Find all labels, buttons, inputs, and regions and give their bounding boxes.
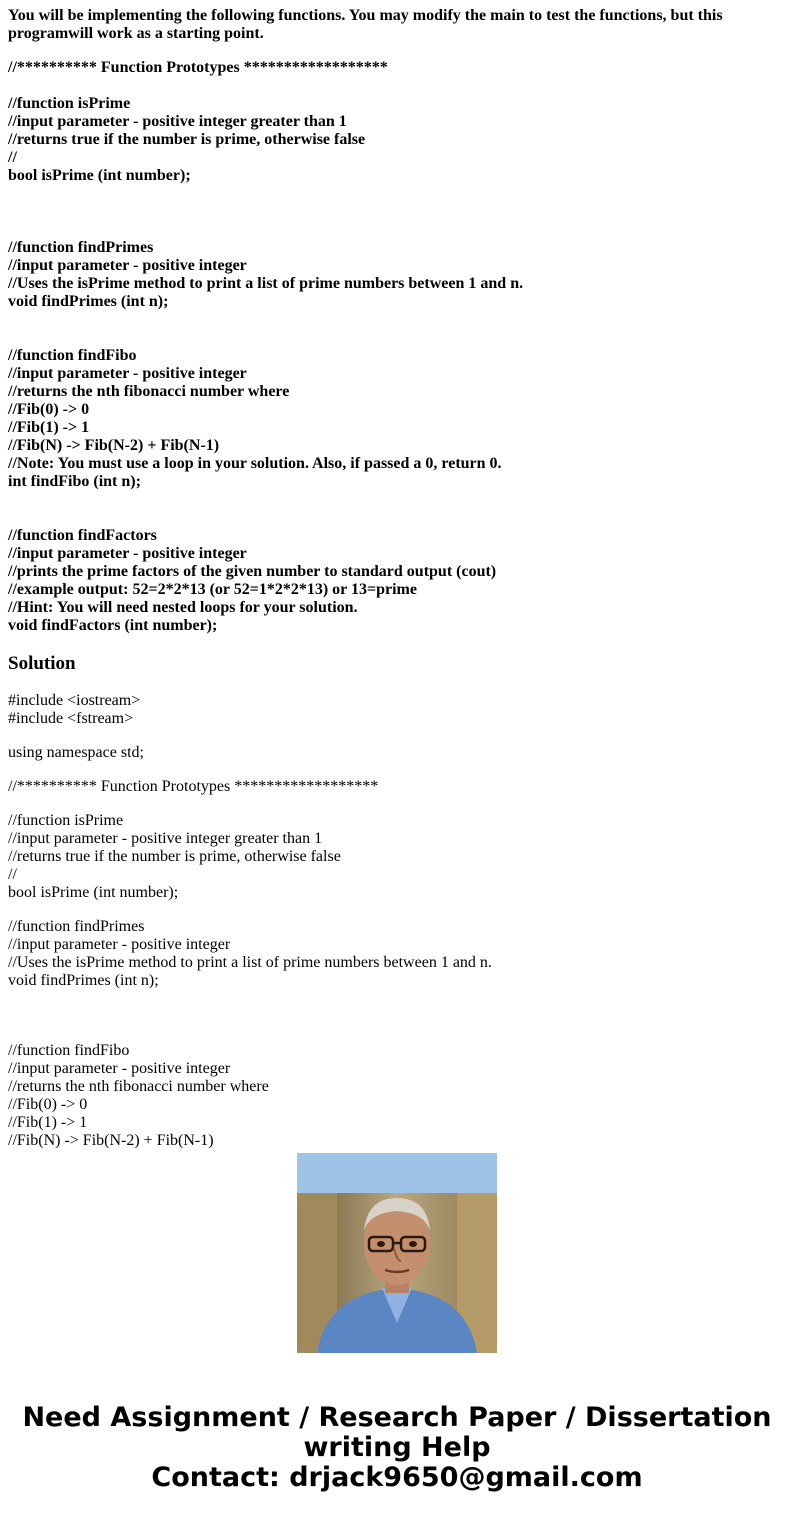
question-code-line [8, 491, 778, 509]
avatar-portrait-icon [297, 1153, 497, 1353]
solution-code-line: //function isPrime [8, 812, 124, 829]
solution-heading: Solution [8, 653, 76, 674]
question-intro: You will be implementing the following functions. You may modify the main to test the functions, but this programwill work as a starting point. [8, 7, 723, 42]
solution-code-line: void findPrimes (int n); [8, 972, 159, 989]
question-code-line: int findFibo (int n); [8, 473, 141, 490]
question-code [8, 59, 778, 635]
solution-code-line: using namespace std; [8, 744, 144, 761]
question-code-line: //prints the prime factors of the given number to standard output (cout) [8, 563, 497, 580]
solution-code-line [8, 990, 778, 1008]
solution-code-line: //returns true if the number is prime, otherwise false [8, 848, 341, 865]
solution-code-line: #include <fstream> [8, 710, 134, 727]
solution-code-line: //Fib(0) -> 0 [8, 1096, 88, 1113]
question-code-line: //Uses the isPrime method to print a list of prime numbers between 1 and n. [8, 275, 524, 292]
solution-code-line: //function findFibo [8, 1042, 130, 1059]
question-code-line [8, 311, 778, 329]
question-code-line: //returns true if the number is prime, otherwise false [8, 131, 366, 148]
question-code-line: //Fib(N) -> Fib(N-2) + Fib(N-1) [8, 437, 220, 454]
question-code-line [8, 203, 778, 221]
question-code-line [8, 221, 778, 239]
question-code-line: //input parameter - positive integer [8, 257, 247, 274]
question-code-line: // [8, 149, 17, 166]
question-code-line: void findPrimes (int n); [8, 293, 169, 310]
question-code-line [8, 77, 778, 95]
cta-line-1: Need Assignment / Research Paper / Dissertation [22, 1402, 772, 1433]
question-code-line: //function findPrimes [8, 239, 154, 256]
question-code-line: //function findFibo [8, 347, 137, 364]
solution-code-line: //Fib(N) -> Fib(N-2) + Fib(N-1) [8, 1132, 214, 1149]
question-code-line: //input parameter - positive integer [8, 365, 247, 382]
solution-code-line: //input parameter - positive integer [8, 936, 231, 953]
solution-code-line: // [8, 866, 17, 883]
solution-code [8, 692, 778, 1149]
cta-line-2: writing Help [303, 1432, 491, 1463]
solution-code-line: bool isPrime (int number); [8, 884, 179, 901]
question-code-line: //input parameter - positive integer greater than 1 [8, 113, 347, 130]
cta-line-3: Contact: drjack9650@gmail.com [151, 1462, 643, 1493]
question-code-line [8, 509, 778, 527]
author-avatar-photo [297, 1153, 497, 1353]
solution-code-line: //returns the nth fibonacci number where [8, 1078, 269, 1095]
solution-code-line: //Fib(1) -> 1 [8, 1114, 88, 1131]
question-code-line [8, 329, 778, 347]
question-code-line: bool isPrime (int number); [8, 167, 191, 184]
solution-code-line: //function findPrimes [8, 918, 145, 935]
question-code-line [8, 185, 778, 203]
question-code-line: //example output: 52=2*2*13 (or 52=1*2*2*13) or 13=prime [8, 581, 417, 598]
solution-code-line [8, 1008, 778, 1026]
question-code-line: //********** Function Prototypes ****************** [8, 59, 388, 76]
question-code-line: //Fib(1) -> 1 [8, 419, 90, 436]
solution-code-line: //Uses the isPrime method to print a list of prime numbers between 1 and n. [8, 954, 492, 971]
solution-code-line: //input parameter - positive integer greater than 1 [8, 830, 323, 847]
solution-code-line: //input parameter - positive integer [8, 1060, 231, 1077]
question-code-line: //input parameter - positive integer [8, 545, 247, 562]
solution-code-line: //********** Function Prototypes ****************** [8, 778, 379, 795]
question-code-line: //Note: You must use a loop in your solution. Also, if passed a 0, return 0. [8, 455, 502, 472]
question-code-line: //function isPrime [8, 95, 131, 112]
question-code-line: void findFactors (int number); [8, 617, 218, 634]
contact-banner [0, 1403, 794, 1493]
question-code-line: //Hint: You will need nested loops for your solution. [8, 599, 358, 616]
question-code-line: //returns the nth fibonacci number where [8, 383, 290, 400]
question-code-line: //Fib(0) -> 0 [8, 401, 90, 418]
question-code-line: //function findFactors [8, 527, 157, 544]
question-text [8, 7, 778, 635]
solution-code-line: #include <iostream> [8, 692, 141, 709]
